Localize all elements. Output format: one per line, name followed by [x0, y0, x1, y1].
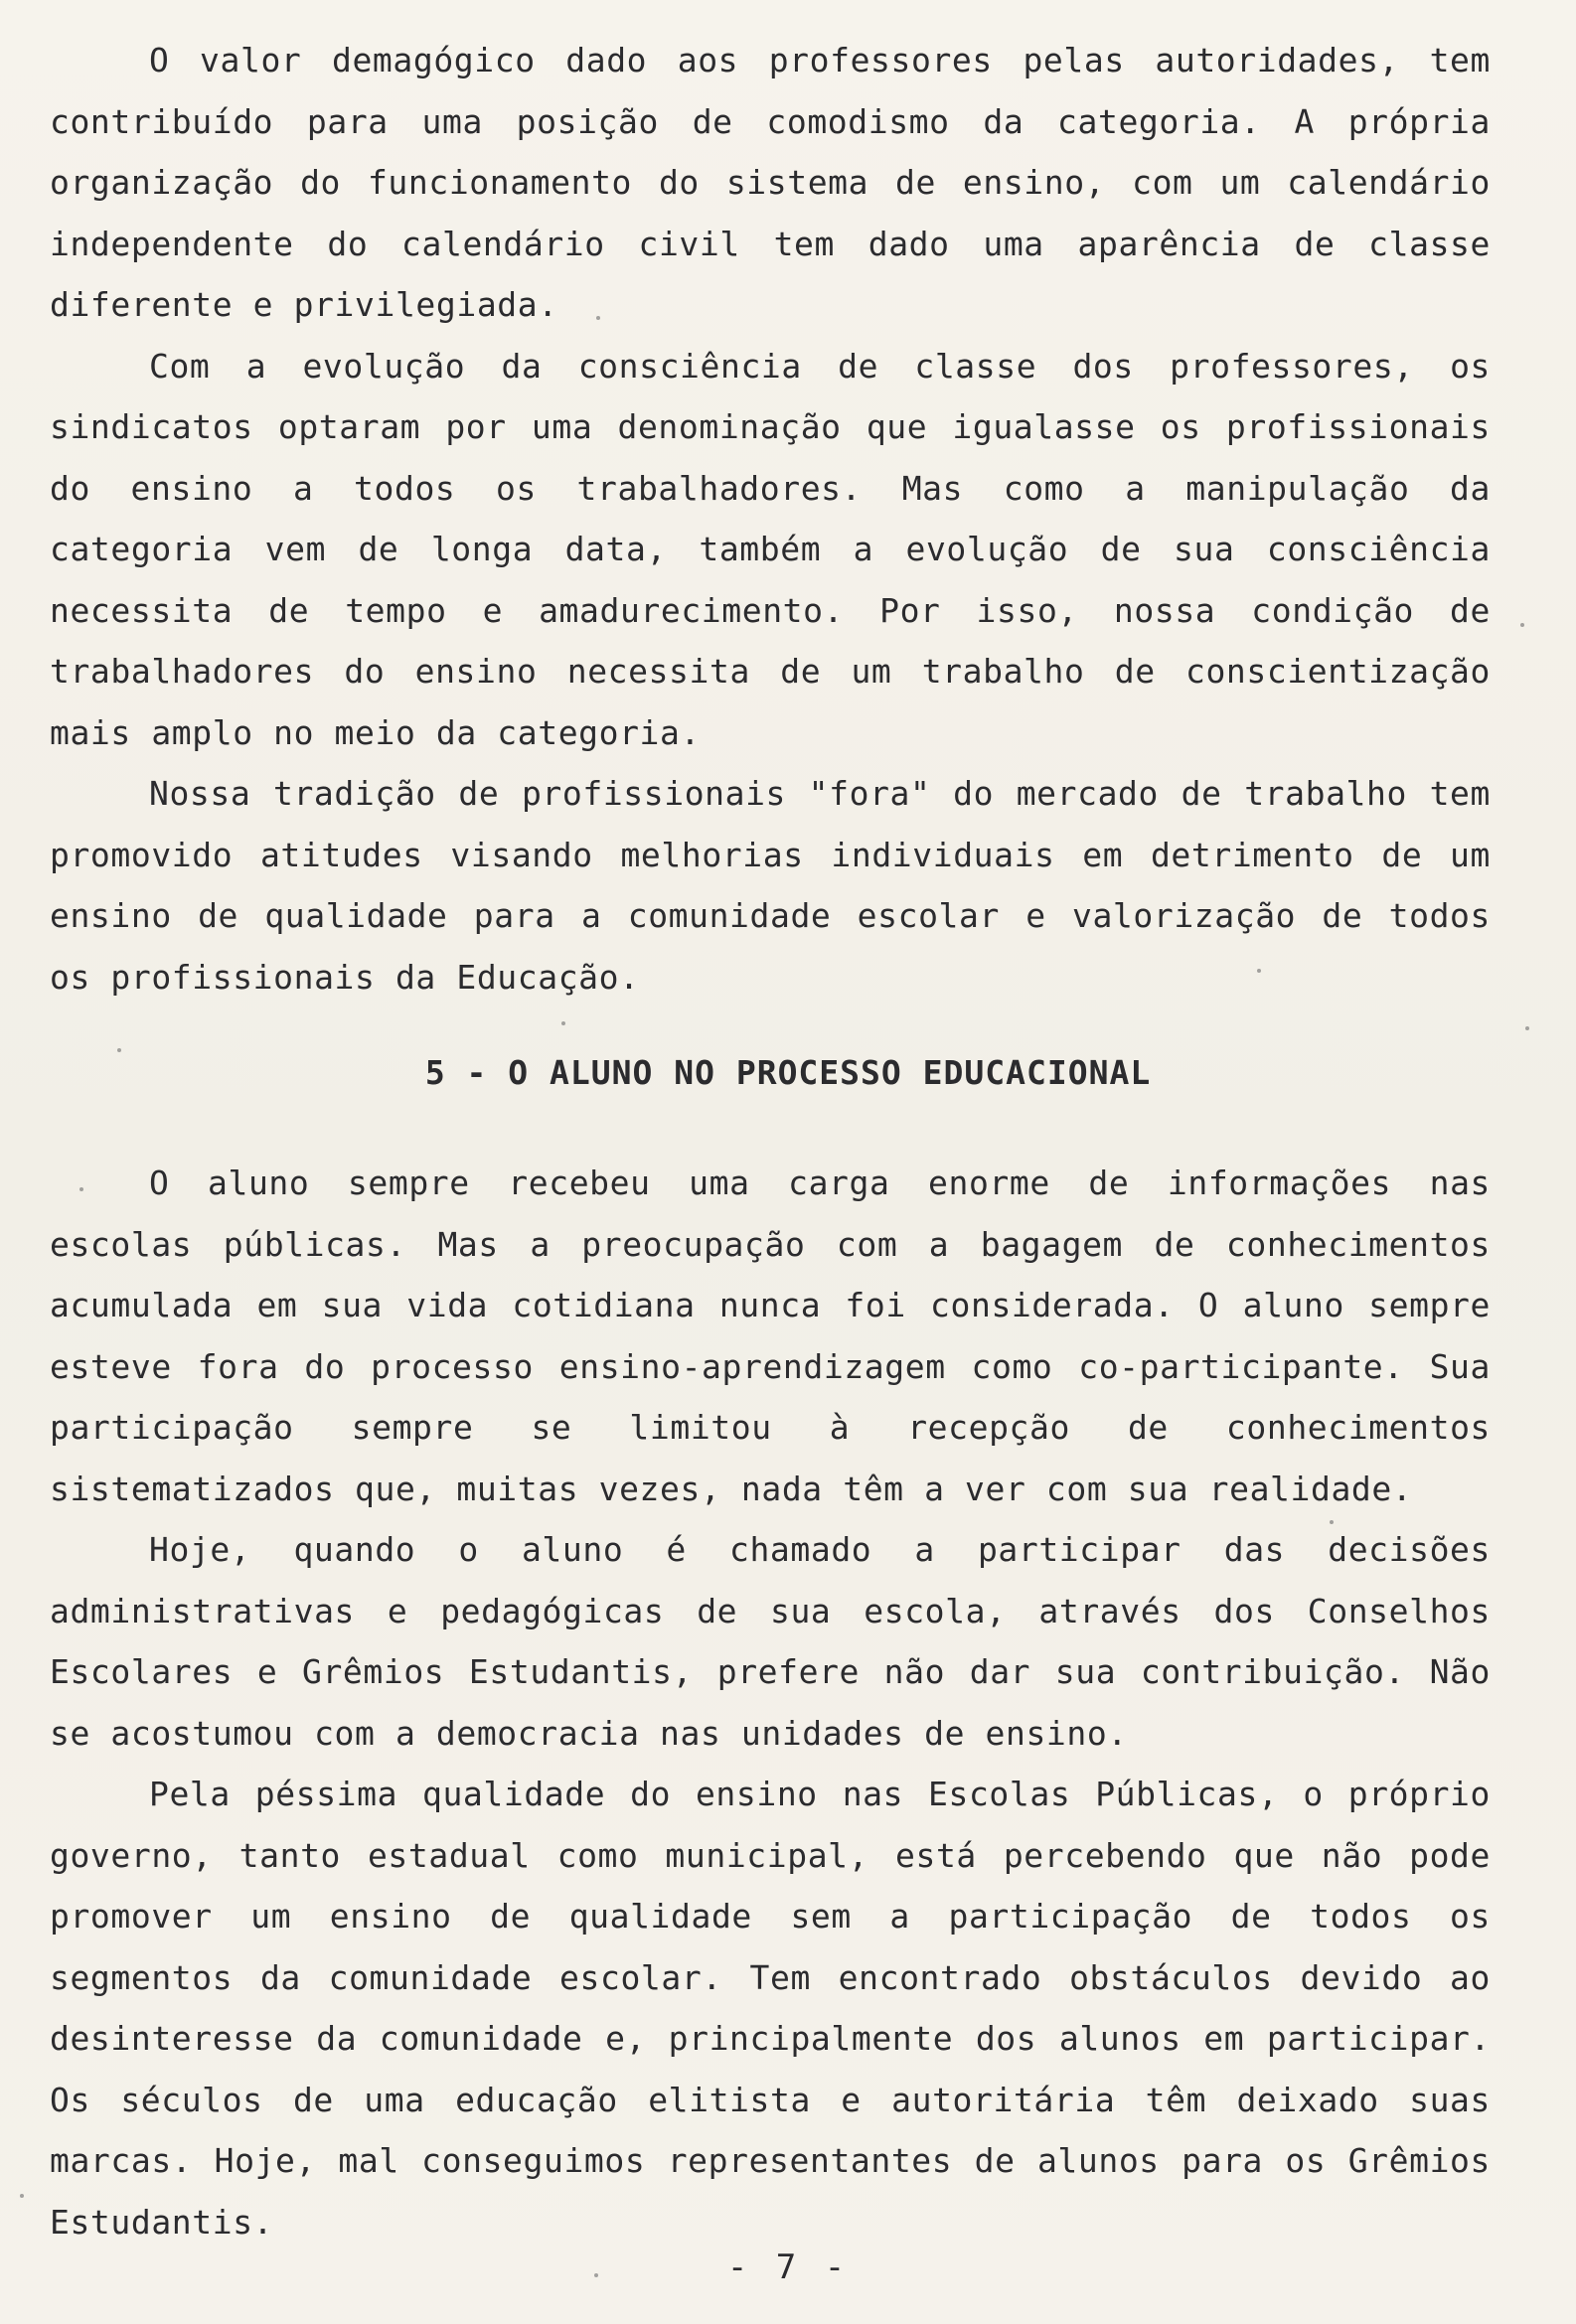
scan-speck [117, 1048, 121, 1052]
scan-speck [1520, 623, 1524, 627]
section-body-1 [50, 30, 1491, 1007]
scan-speck [561, 1021, 565, 1025]
scan-speck [594, 2273, 598, 2277]
scan-speck [1525, 1026, 1529, 1030]
scan-speck [1257, 969, 1261, 973]
scan-speck [20, 2194, 24, 2198]
scan-speck [79, 1187, 83, 1191]
section-heading: 5 - O ALUNO NO PROCESSO EDUCACIONAL [424, 1053, 1152, 1092]
scan-speck [596, 316, 600, 320]
paragraph: O aluno sempre recebeu uma carga enorme de informações nas escolas públicas. Mas a preocupação com a bagagem de conhecimentos acumulada em sua vida cotidiana nunca foi considerada. O aluno sempre esteve fora do processo ensino-aprendizagem como co-participante. Sua participação sempre se limitou à recepção de conhecimentos sistematizados que, muitas vezes, nada têm a ver com sua realidade. [50, 1163, 1491, 1508]
paragraph: Pela péssima qualidade do ensino nas Escolas Públicas, o próprio governo, tanto estadual como municipal, está percebendo que não pode promover um ensino de qualidade sem a participação de todos os segmentos da comunidade escolar. Tem encontrado obstáculos devido ao desinteresse da comunidade e, principalmente dos alunos em participar. Os séculos de uma educação elitista e autoritária têm deixado suas marcas. Hoje, mal conseguimos representantes de alunos para os Grêmios Estudantis. [50, 1775, 1491, 2242]
page-number: - 7 - [726, 2247, 850, 2287]
paragraph: O valor demagógico dado aos professores pelas autoridades, tem contribuído para uma posição de comodismo da categoria. A própria organização do funcionamento do sistema de ensino, com um calendário independente do calendário civil tem dado uma aparência de classe diferente e privilegiada. [50, 41, 1491, 324]
section-body-2 [50, 1153, 1491, 2252]
paragraph: Hoje, quando o aluno é chamado a participar das decisões administrativas e pedagógicas de sua escola, através dos Conselhos Escolares e Grêmios Estudantis, prefere não dar sua contribuição. Não se acostumou com a democracia nas unidades de ensino. [50, 1530, 1491, 1753]
paragraph: Com a evolução da consciência de classe dos professores, os sindicatos optaram por uma denominação que igualasse os profissionais do ensino a todos os trabalhadores. Mas como a manipulação da categoria vem de longa data, também a evolução de sua consciência necessita de tempo e amadurecimento. Por isso, nossa condição de trabalhadores do ensino necessita de um trabalho de conscientização mais amplo no meio da categoria. [50, 346, 1491, 752]
paragraph: Nossa tradição de profissionais "fora" do mercado de trabalho tem promovido atitudes visando melhorias individuais em detrimento de um ensino de qualidade para a comunidade escolar e valorização de todos os profissionais da Educação. [50, 774, 1491, 997]
scan-speck [1330, 1520, 1334, 1524]
